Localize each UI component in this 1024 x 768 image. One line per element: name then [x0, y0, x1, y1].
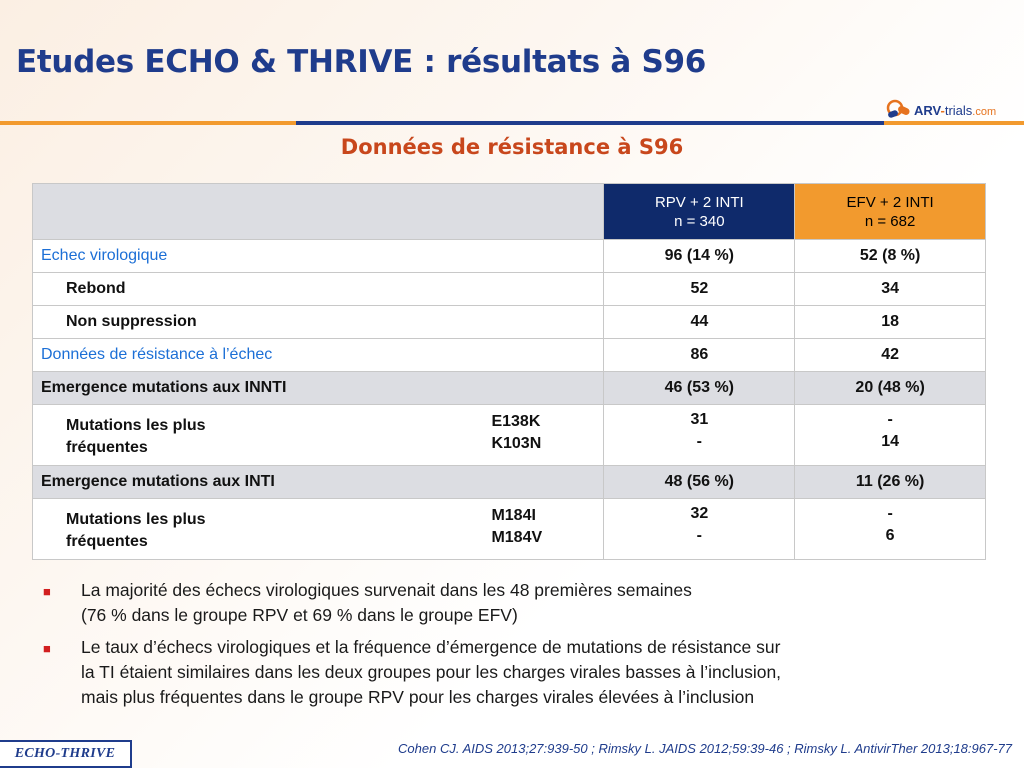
- square-bullet-icon: ■: [43, 584, 51, 599]
- table-row: [33, 339, 986, 372]
- mutation-wrap: [41, 505, 595, 553]
- header-rpv-line1: RPV + 2 INTI: [654, 193, 744, 211]
- row-efv-value: 52 (8 %): [795, 240, 986, 273]
- logo-dash: -: [940, 102, 945, 118]
- capsule-icon: [884, 97, 914, 123]
- bullet-text: [81, 578, 1010, 628]
- bullet-item: [40, 578, 1010, 628]
- header-efv-line1: EFV + 2 INTI: [846, 193, 934, 211]
- row-rpv-value: 52: [604, 273, 795, 306]
- row-rpv-value: 44: [604, 306, 795, 339]
- row-rpv-value: [604, 499, 795, 560]
- logo-com: .com: [972, 105, 997, 118]
- mutation-label: [41, 411, 206, 459]
- header-blank-cell: [33, 184, 604, 240]
- page-title: Etudes ECHO & THRIVE : résultats à S96: [16, 44, 707, 80]
- table-row: [33, 466, 986, 499]
- value-line: -: [887, 411, 893, 428]
- logo-brand: ARV: [914, 102, 941, 118]
- row-efv-value: 11 (26 %): [795, 466, 986, 499]
- value-line: 32: [690, 505, 709, 522]
- row-rpv-value: 48 (56 %): [604, 466, 795, 499]
- square-bullet-icon: ■: [43, 641, 51, 656]
- row-label: Non suppression: [33, 306, 604, 339]
- table-row: [33, 273, 986, 306]
- mutation-cell: [33, 405, 604, 466]
- value-line: -: [887, 505, 893, 522]
- bullet-line: mais plus fréquentes dans le groupe RPV pour les charges virales élevées à l’inclusion: [81, 687, 755, 707]
- row-efv-value: [795, 499, 986, 560]
- bullet-item: [40, 635, 1010, 710]
- value-line: 6: [885, 527, 895, 544]
- header-efv: [795, 184, 986, 240]
- arv-trials-logo: [884, 96, 1020, 124]
- row-label: Rebond: [33, 273, 604, 306]
- table-row: [33, 240, 986, 273]
- row-efv-value: 20 (48 %): [795, 372, 986, 405]
- table-row: [33, 306, 986, 339]
- mutation-code: M184I: [491, 507, 536, 524]
- header-rule-center: [296, 121, 884, 125]
- mutation-code: M184V: [491, 529, 543, 546]
- section-subtitle: Données de résistance à S96: [340, 135, 684, 159]
- mutation-label-line2: fréquentes: [66, 439, 148, 456]
- bullet-line: (76 % dans le groupe RPV et 69 % dans le groupe EFV): [81, 605, 518, 625]
- table-row: [33, 372, 986, 405]
- row-label: Données de résistance à l’échec: [33, 339, 604, 372]
- row-rpv-value: 46 (53 %): [604, 372, 795, 405]
- value-line: -: [696, 433, 702, 450]
- table-row: [33, 405, 986, 466]
- row-rpv-value: 96 (14 %): [604, 240, 795, 273]
- resistance-table: [32, 183, 986, 560]
- header-rule-left: [0, 121, 296, 125]
- value-line: 14: [881, 433, 899, 450]
- bullet-line: la TI étaient similaires dans les deux groupes pour les charges virales basses à l’inclusion,: [81, 662, 782, 682]
- mutation-label-line1: Mutations les plus: [66, 417, 206, 434]
- logo-text: [914, 103, 996, 118]
- row-label: Emergence mutations aux INNTI: [33, 372, 604, 405]
- row-rpv-value: 86: [604, 339, 795, 372]
- mutation-code: E138K: [491, 413, 541, 430]
- mutation-label-line2: fréquentes: [66, 533, 148, 550]
- header-efv-line2: n = 682: [864, 212, 916, 230]
- mutation-codes: [491, 411, 595, 455]
- bullet-line: La majorité des échecs virologiques survenait dans les 48 premières semaines: [81, 580, 692, 600]
- bullet-text: [81, 635, 1010, 710]
- row-rpv-value: [604, 405, 795, 466]
- value-line: -: [696, 527, 702, 544]
- bullet-list: [40, 578, 1010, 717]
- row-efv-value: 34: [795, 273, 986, 306]
- row-efv-value: 42: [795, 339, 986, 372]
- row-label: Emergence mutations aux INTI: [33, 466, 604, 499]
- mutation-label: [41, 505, 206, 553]
- study-label-badge: ECHO-THRIVE: [0, 740, 132, 768]
- mutation-code: K103N: [491, 435, 542, 452]
- table-header-row: [33, 184, 986, 240]
- reference-citation: Cohen CJ. AIDS 2013;27:939-50 ; Rimsky L. JAIDS 2012;59:39-46 ; Rimsky L. AntivirTher 2013;18:967-77: [398, 741, 1012, 756]
- mutation-wrap: [41, 411, 595, 459]
- table-row: [33, 499, 986, 560]
- mutation-cell: [33, 499, 604, 560]
- value-line: 31: [690, 411, 709, 428]
- bullet-line: Le taux d’échecs virologiques et la fréquence d’émergence de mutations de résistance sur: [81, 637, 781, 657]
- row-label: Echec virologique: [33, 240, 604, 273]
- header-rpv-line2: n = 340: [674, 212, 725, 230]
- row-efv-value: 18: [795, 306, 986, 339]
- header-rpv: [604, 184, 795, 240]
- mutation-codes: [491, 505, 595, 549]
- row-efv-value: [795, 405, 986, 466]
- logo-trials: trials: [944, 102, 973, 118]
- mutation-label-line1: Mutations les plus: [66, 511, 206, 528]
